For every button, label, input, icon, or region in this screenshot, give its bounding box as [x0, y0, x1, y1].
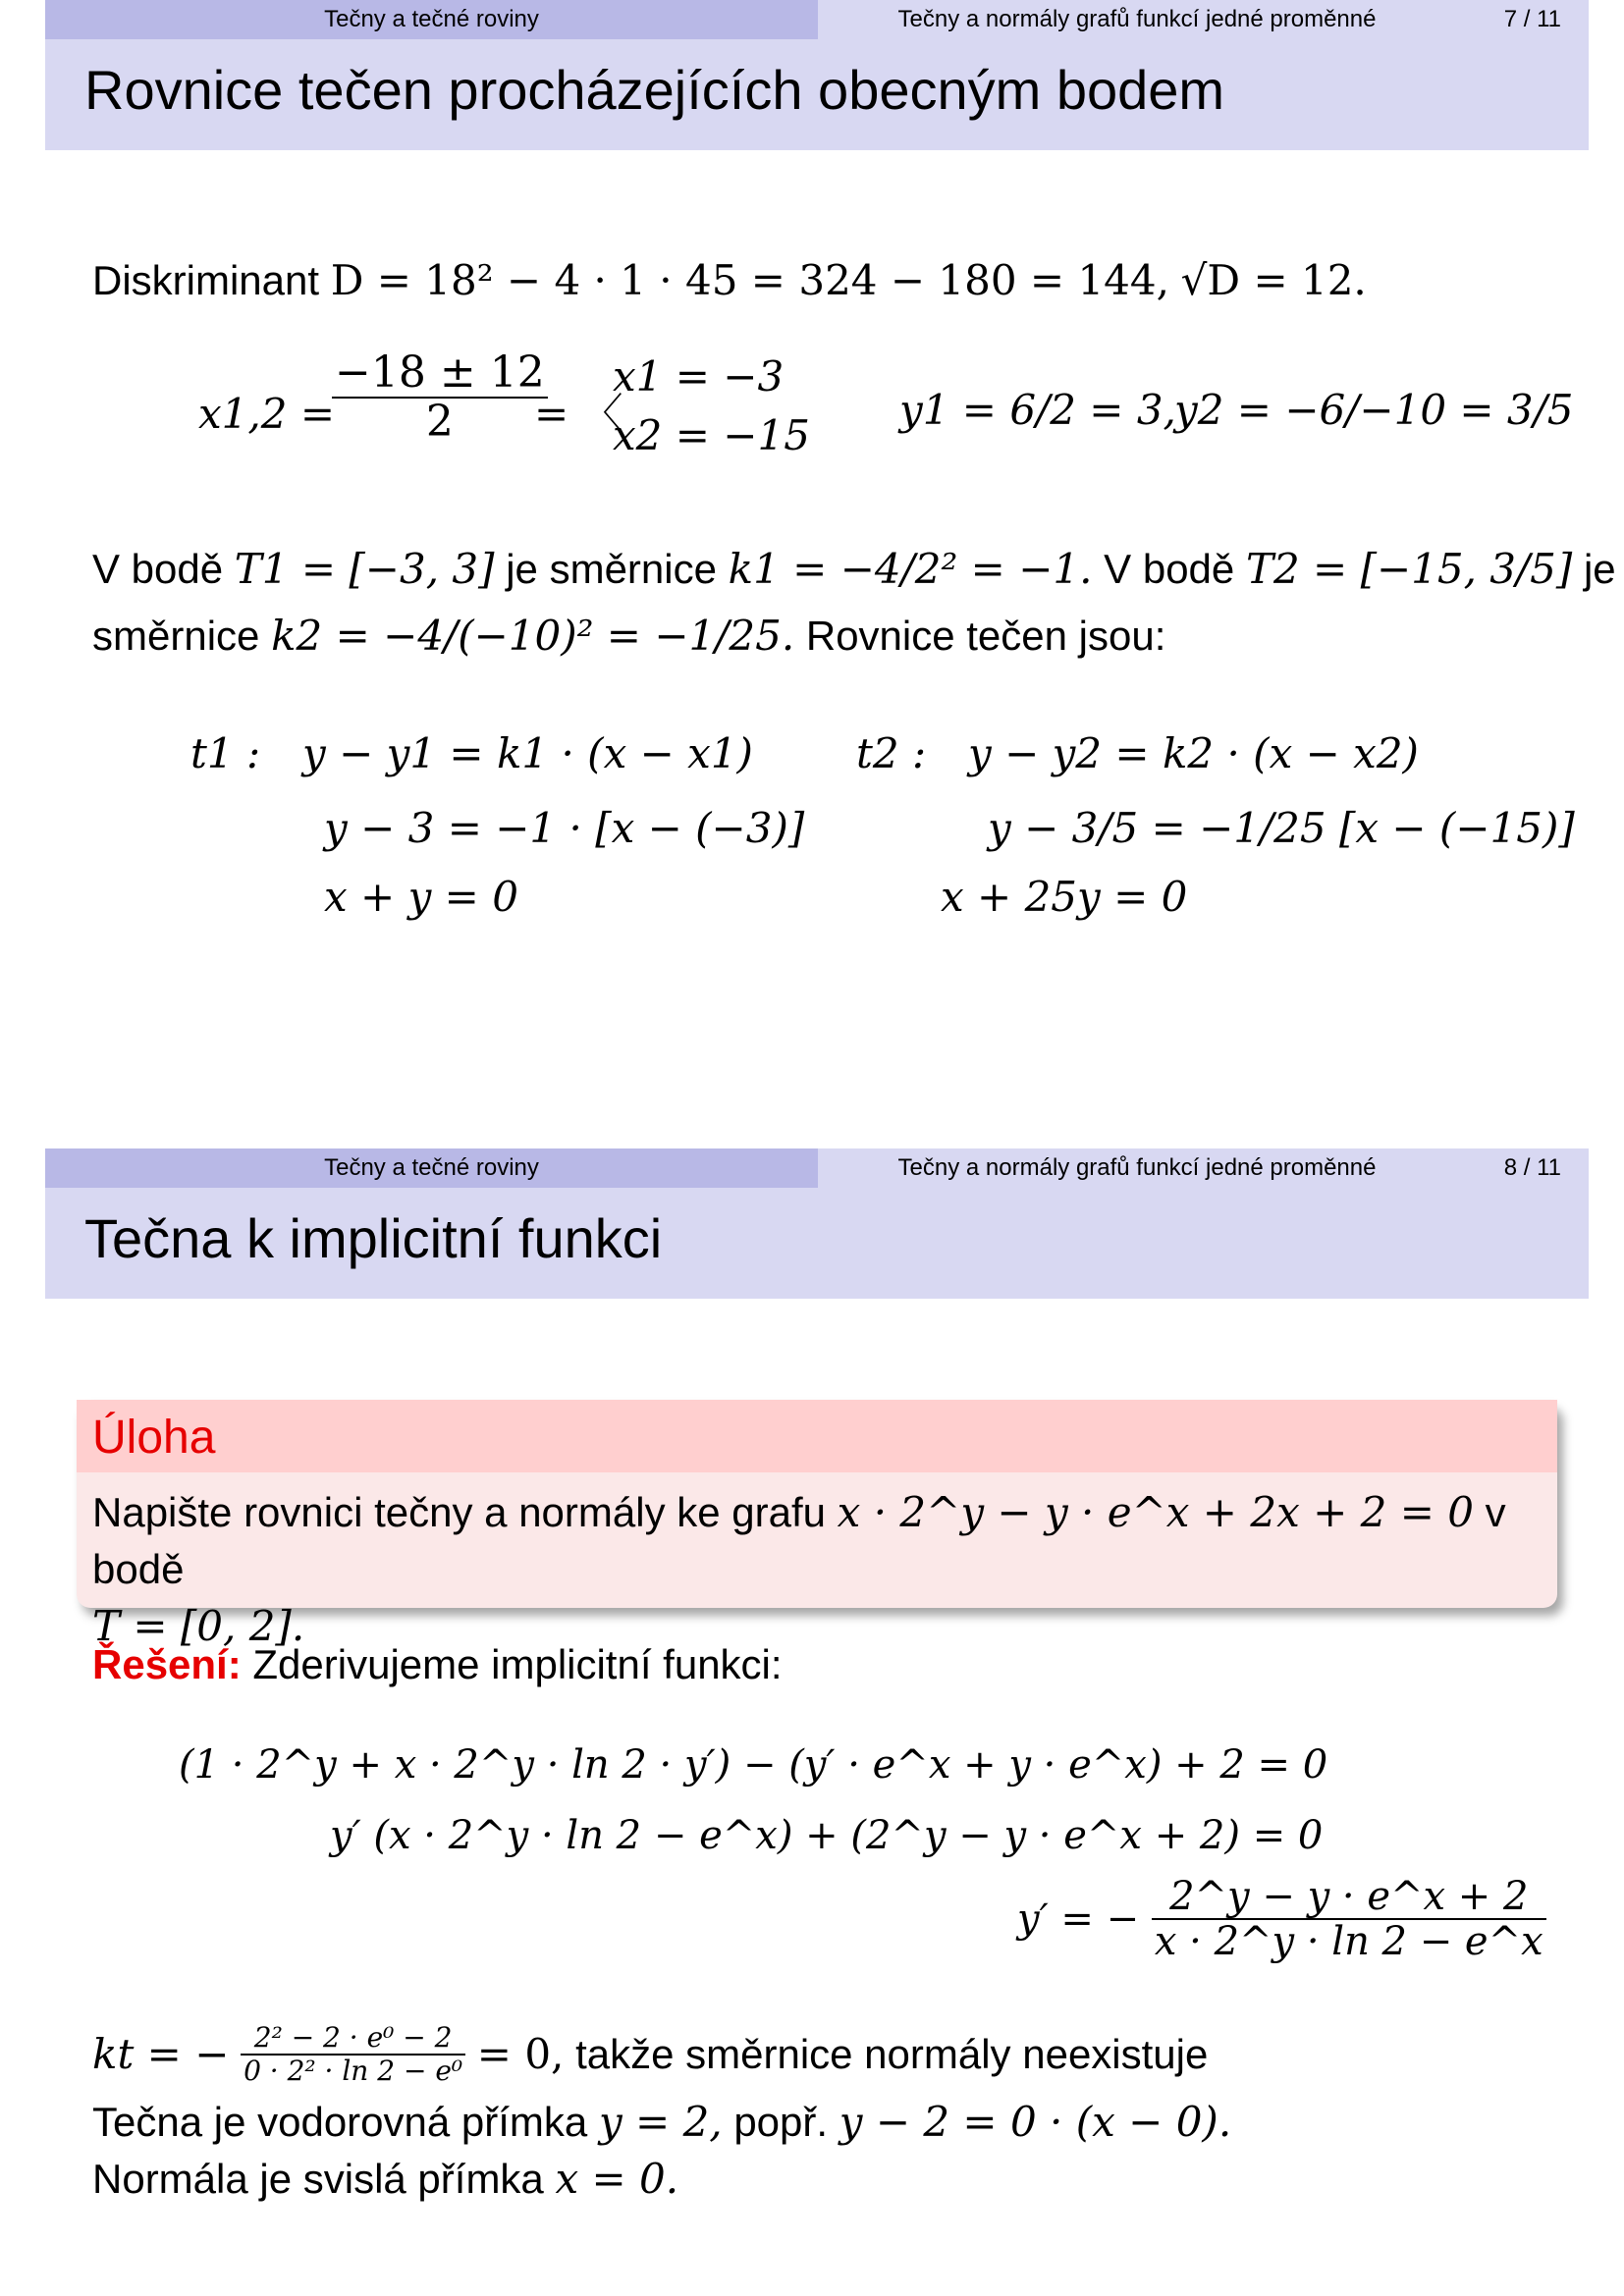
t2-label: t2 :	[856, 729, 927, 777]
slide-7	[45, 0, 1616, 1148]
normal-line	[92, 2156, 678, 2203]
tangent-line	[92, 2099, 1231, 2146]
solution-line	[92, 1641, 783, 1688]
text-je: je	[1583, 546, 1616, 592]
text-rovnice-tecen: Rovnice tečen jsou:	[805, 613, 1166, 659]
header-section-left: Tečny a tečné roviny	[45, 0, 818, 39]
y1-expr: y1 = 6/2 = 3,	[899, 386, 1176, 434]
page-number: 7 / 11	[1503, 6, 1561, 32]
t2-eq1: y − y2 = k2 · (x − x2)	[968, 729, 1419, 777]
roots-lhs: x1,2 =	[198, 390, 336, 438]
kt-lhs: kt = −	[92, 2030, 230, 2078]
tangent-text-b: popř.	[733, 2099, 829, 2145]
slide-8	[45, 1148, 1589, 2296]
root-x2: x2 = −15	[613, 411, 810, 459]
header-subsection: Tečny a normály grafů funkcí jedné proměnné	[897, 6, 1377, 32]
solution-text: Zderivujeme implicitní funkci:	[252, 1641, 783, 1687]
text-je-smernice: je směrnice	[506, 546, 717, 592]
task-text-b: v bodě	[92, 1489, 1506, 1592]
yprime-lhs: y′ = −	[1017, 1896, 1140, 1942]
discriminant-label: Diskriminant	[92, 257, 320, 303]
text-v-bode: V bodě	[92, 546, 224, 592]
t1-label: t1 :	[190, 729, 261, 777]
y2-value	[1174, 387, 1574, 434]
slopes-line-2	[92, 613, 1165, 660]
page-number: 8 / 11	[1503, 1154, 1561, 1181]
slope-k1: k1 = −4/2² = −1.	[728, 545, 1093, 593]
root-x1: x1 = −3	[613, 352, 785, 400]
title-bar	[45, 1188, 1589, 1299]
discriminant-expr: D = 18² − 4 · 1 · 45 = 324 − 180 = 144,	[330, 256, 1169, 304]
t1-eq2: y − 3 = −1 · [x − (−3)]	[324, 804, 805, 852]
title-bar	[45, 39, 1589, 150]
slope-k2: k2 = −4/(−10)² = −1/25.	[271, 612, 795, 660]
header-section-left: Tečny a tečné roviny	[45, 1148, 818, 1188]
task-block	[77, 1400, 1557, 1650]
tangent-text-a: Tečna je vodorovná přímka	[92, 2099, 588, 2145]
header-subsection: Tečny a normály grafů funkcí jedné proměnné	[897, 1154, 1377, 1181]
solution-label: Řešení:	[92, 1641, 242, 1687]
normal-eq-a: x = 0.	[555, 2155, 679, 2203]
task-equation: x · 2^y − y · e^x + 2x + 2 = 0	[837, 1488, 1474, 1536]
derivative-eq-2: y′ (x · 2^y · ln 2 − e^x) + (2^y − y · e^x + 2) = 0	[330, 1813, 1324, 1858]
yprime-numerator: 2^y − y · e^x + 2	[1152, 1877, 1546, 1920]
tangent-eq-a: y = 2,	[598, 2098, 723, 2146]
task-body	[92, 1484, 1557, 1655]
slide-header	[45, 1148, 1589, 1188]
t1-eq3: x + y = 0	[324, 873, 518, 921]
kt-text: takže směrnice normály neexistuje	[575, 2031, 1209, 2077]
slide-header	[45, 0, 1589, 39]
point-T1: T1 = [−3, 3]	[234, 545, 495, 593]
t1-eq1: y − y1 = k1 · (x − x1)	[302, 729, 753, 777]
kt-denominator: 0 · 2² · ln 2 − e⁰	[244, 2055, 463, 2087]
t2-eq3: x + 25y = 0	[941, 873, 1188, 921]
slide-title: Tečna k implicitní funkci	[84, 1207, 663, 1269]
slopes-line-1	[92, 546, 1616, 593]
slide-title: Rovnice tečen procházejících obecným bodem	[84, 59, 1225, 121]
point-T2: T2 = [−15, 3/5]	[1245, 545, 1573, 593]
y2-expr: y2 = −6/−10 = 3/5	[1174, 386, 1574, 434]
task-block-header	[77, 1400, 1557, 1472]
normal-text-a: Normála je svislá přímka	[92, 2156, 544, 2202]
tangent-eq-b: y − 2 = 0 · (x − 0).	[839, 2098, 1232, 2146]
roots-branch: = 〈	[534, 390, 623, 438]
roots-numerator: −18 ± 12	[332, 351, 548, 399]
kt-rhs: = 0,	[476, 2030, 565, 2078]
header-section-right	[818, 0, 1589, 39]
task-point: T = [0, 2].	[92, 1602, 305, 1650]
derivative-eq-1: (1 · 2^y + x · 2^y · ln 2 · y′) − (y′ · e^x + y · e^x) + 2 = 0	[179, 1742, 1328, 1788]
derivative-eq-3	[1017, 1874, 1546, 1964]
discriminant-line	[92, 257, 1367, 304]
roots-fraction	[332, 347, 548, 447]
roots-denominator: 2	[425, 397, 454, 447]
kt-line	[92, 2021, 1209, 2087]
y1-value	[899, 387, 1176, 434]
task-title: Úloha	[92, 1412, 216, 1464]
header-section-right	[818, 1148, 1589, 1188]
t2-eq2: y − 3/5 = −1/25 [x − (−15)]	[988, 804, 1575, 852]
task-text-a: Napište rovnici tečny a normály ke grafu	[92, 1489, 826, 1535]
text-smernice: směrnice	[92, 613, 260, 659]
text-v-bode-2: V bodě	[1104, 546, 1235, 592]
sqrt-expr: √D = 12.	[1180, 256, 1367, 304]
kt-numerator: 2² − 2 · e⁰ − 2	[241, 2024, 465, 2056]
yprime-denominator: x · 2^y · ln 2 − e^x	[1154, 1919, 1543, 1964]
